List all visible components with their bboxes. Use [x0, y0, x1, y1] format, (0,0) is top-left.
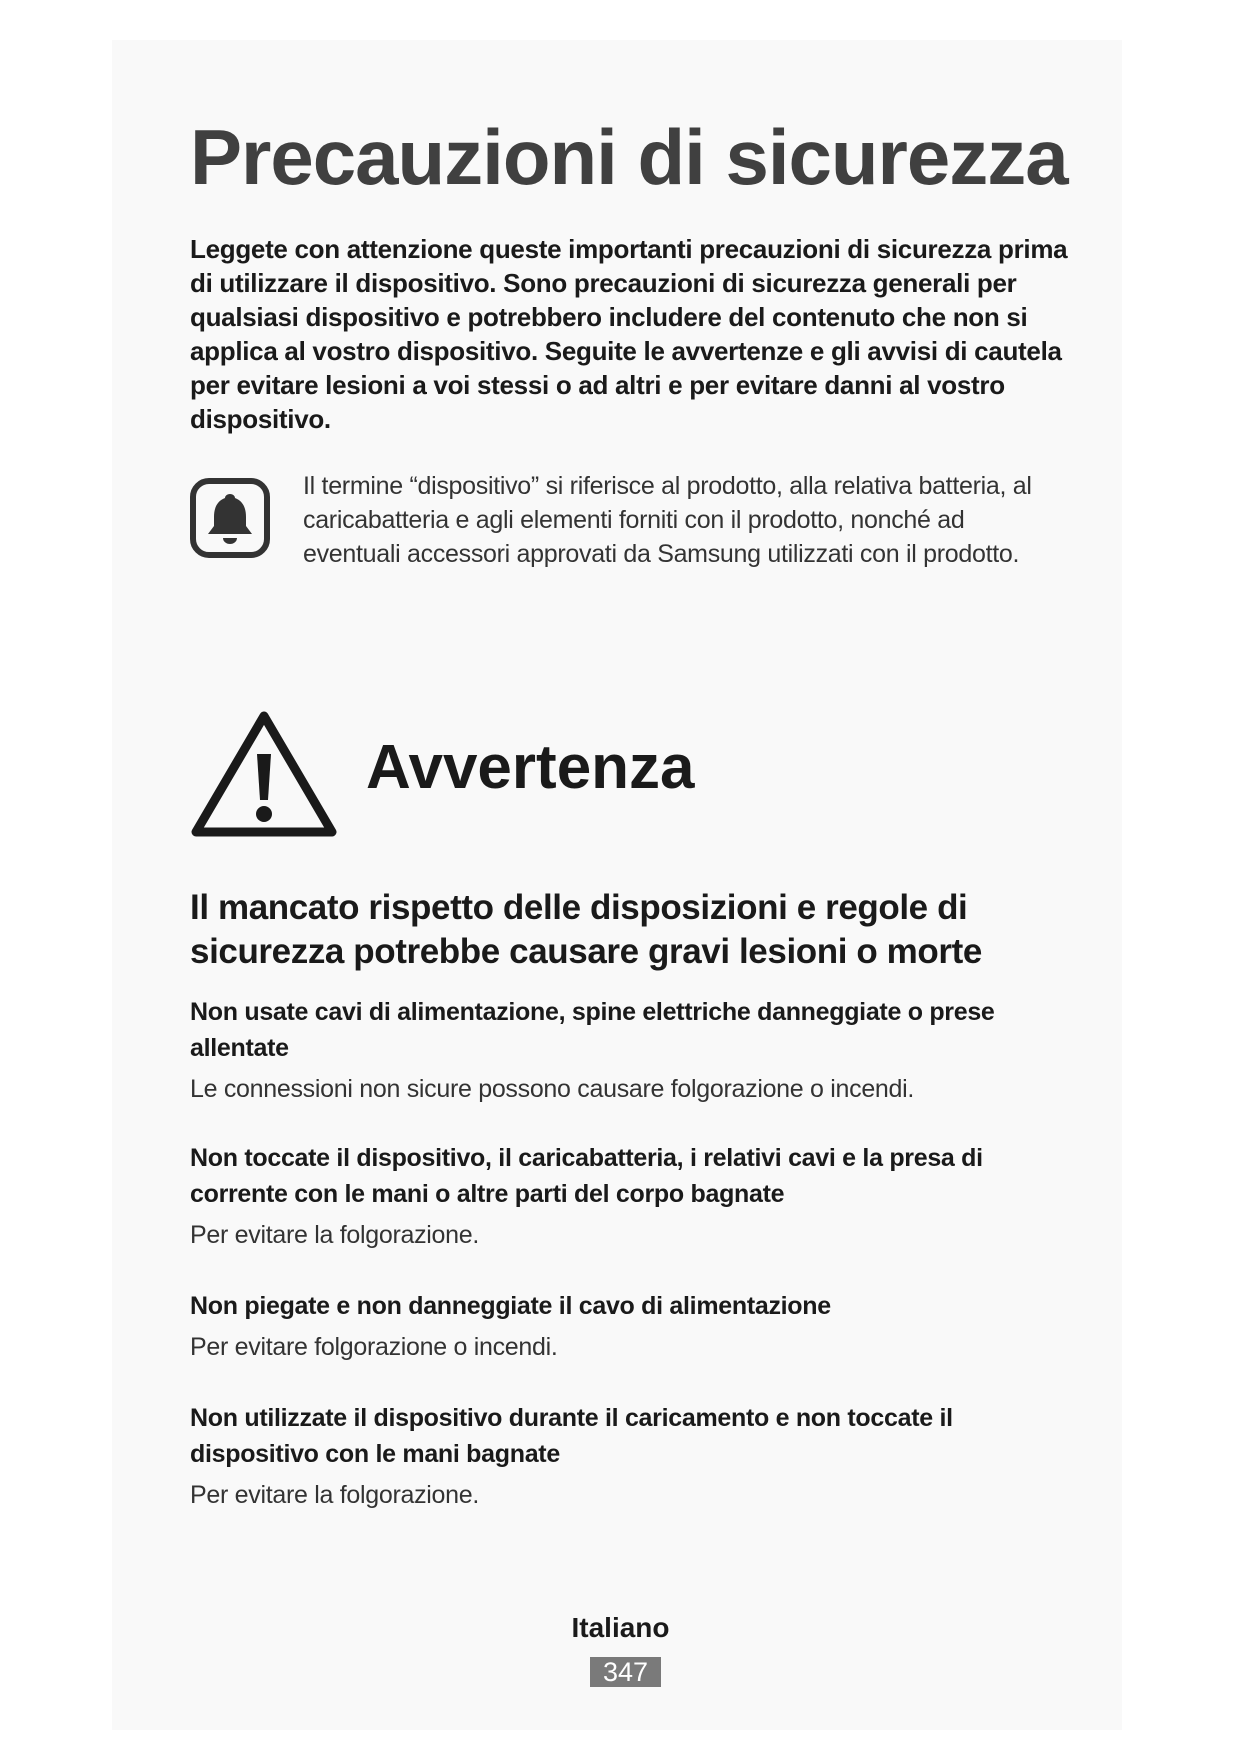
- warning-subtitle: Il mancato rispetto delle disposizioni e regole di sicurezza potrebbe causare gravi lesioni o morte: [190, 888, 982, 971]
- rule-heading: Non utilizzate il dispositivo durante il caricamento e non toccate il dispositivo con le mani bagnate: [190, 1404, 953, 1468]
- bell-icon: [190, 478, 270, 558]
- page-title: Precauzioni di sicurezza: [190, 113, 1068, 201]
- rule-description: Le connessioni non sicure possono causare folgorazione o incendi.: [190, 1075, 915, 1103]
- intro-paragraph: Leggete con attenzione queste importanti precauzioni di sicurezza prima di utilizzare il dispositivo. Sono precauzioni di sicurezza generali per qualsiasi dispositivo e potrebbero includere del contenuto che non si applica al vostro dispositivo. Seguite le avvertenze e gli avvisi di cautela per evitare lesioni a voi stessi o ad altri e per evitare danni al vostro dispositivo.: [190, 234, 1068, 434]
- rule-heading: Non toccate il dispositivo, il caricabatteria, i relativi cavi e la presa di corrente con le mani o altre parti del corpo bagnate: [190, 1144, 983, 1208]
- rule-description: Per evitare la folgorazione.: [190, 1481, 479, 1509]
- page-number: 347: [590, 1657, 661, 1687]
- note-text: Il termine “dispositivo” si riferisce al prodotto, alla relativa batteria, al caricabatteria e agli elementi forniti con il prodotto, nonché ad eventuali accessori approvati da Samsung utilizzati con il prodotto.: [303, 472, 1032, 568]
- rule-item: [190, 994, 1070, 1106]
- rule-item: [190, 1140, 1070, 1252]
- rule-heading: Non piegate e non danneggiate il cavo di alimentazione: [190, 1292, 831, 1320]
- warning-title: Avvertenza: [366, 733, 695, 802]
- rule-description: Per evitare folgorazione o incendi.: [190, 1333, 558, 1361]
- rule-heading: Non usate cavi di alimentazione, spine elettriche danneggiate o prese allentate: [190, 998, 995, 1062]
- rule-item: [190, 1400, 1070, 1512]
- warning-triangle-icon: [190, 708, 338, 838]
- footer-language: Italiano: [571, 1612, 670, 1643]
- rule-item: [190, 1288, 1070, 1364]
- rule-description: Per evitare la folgorazione.: [190, 1221, 479, 1249]
